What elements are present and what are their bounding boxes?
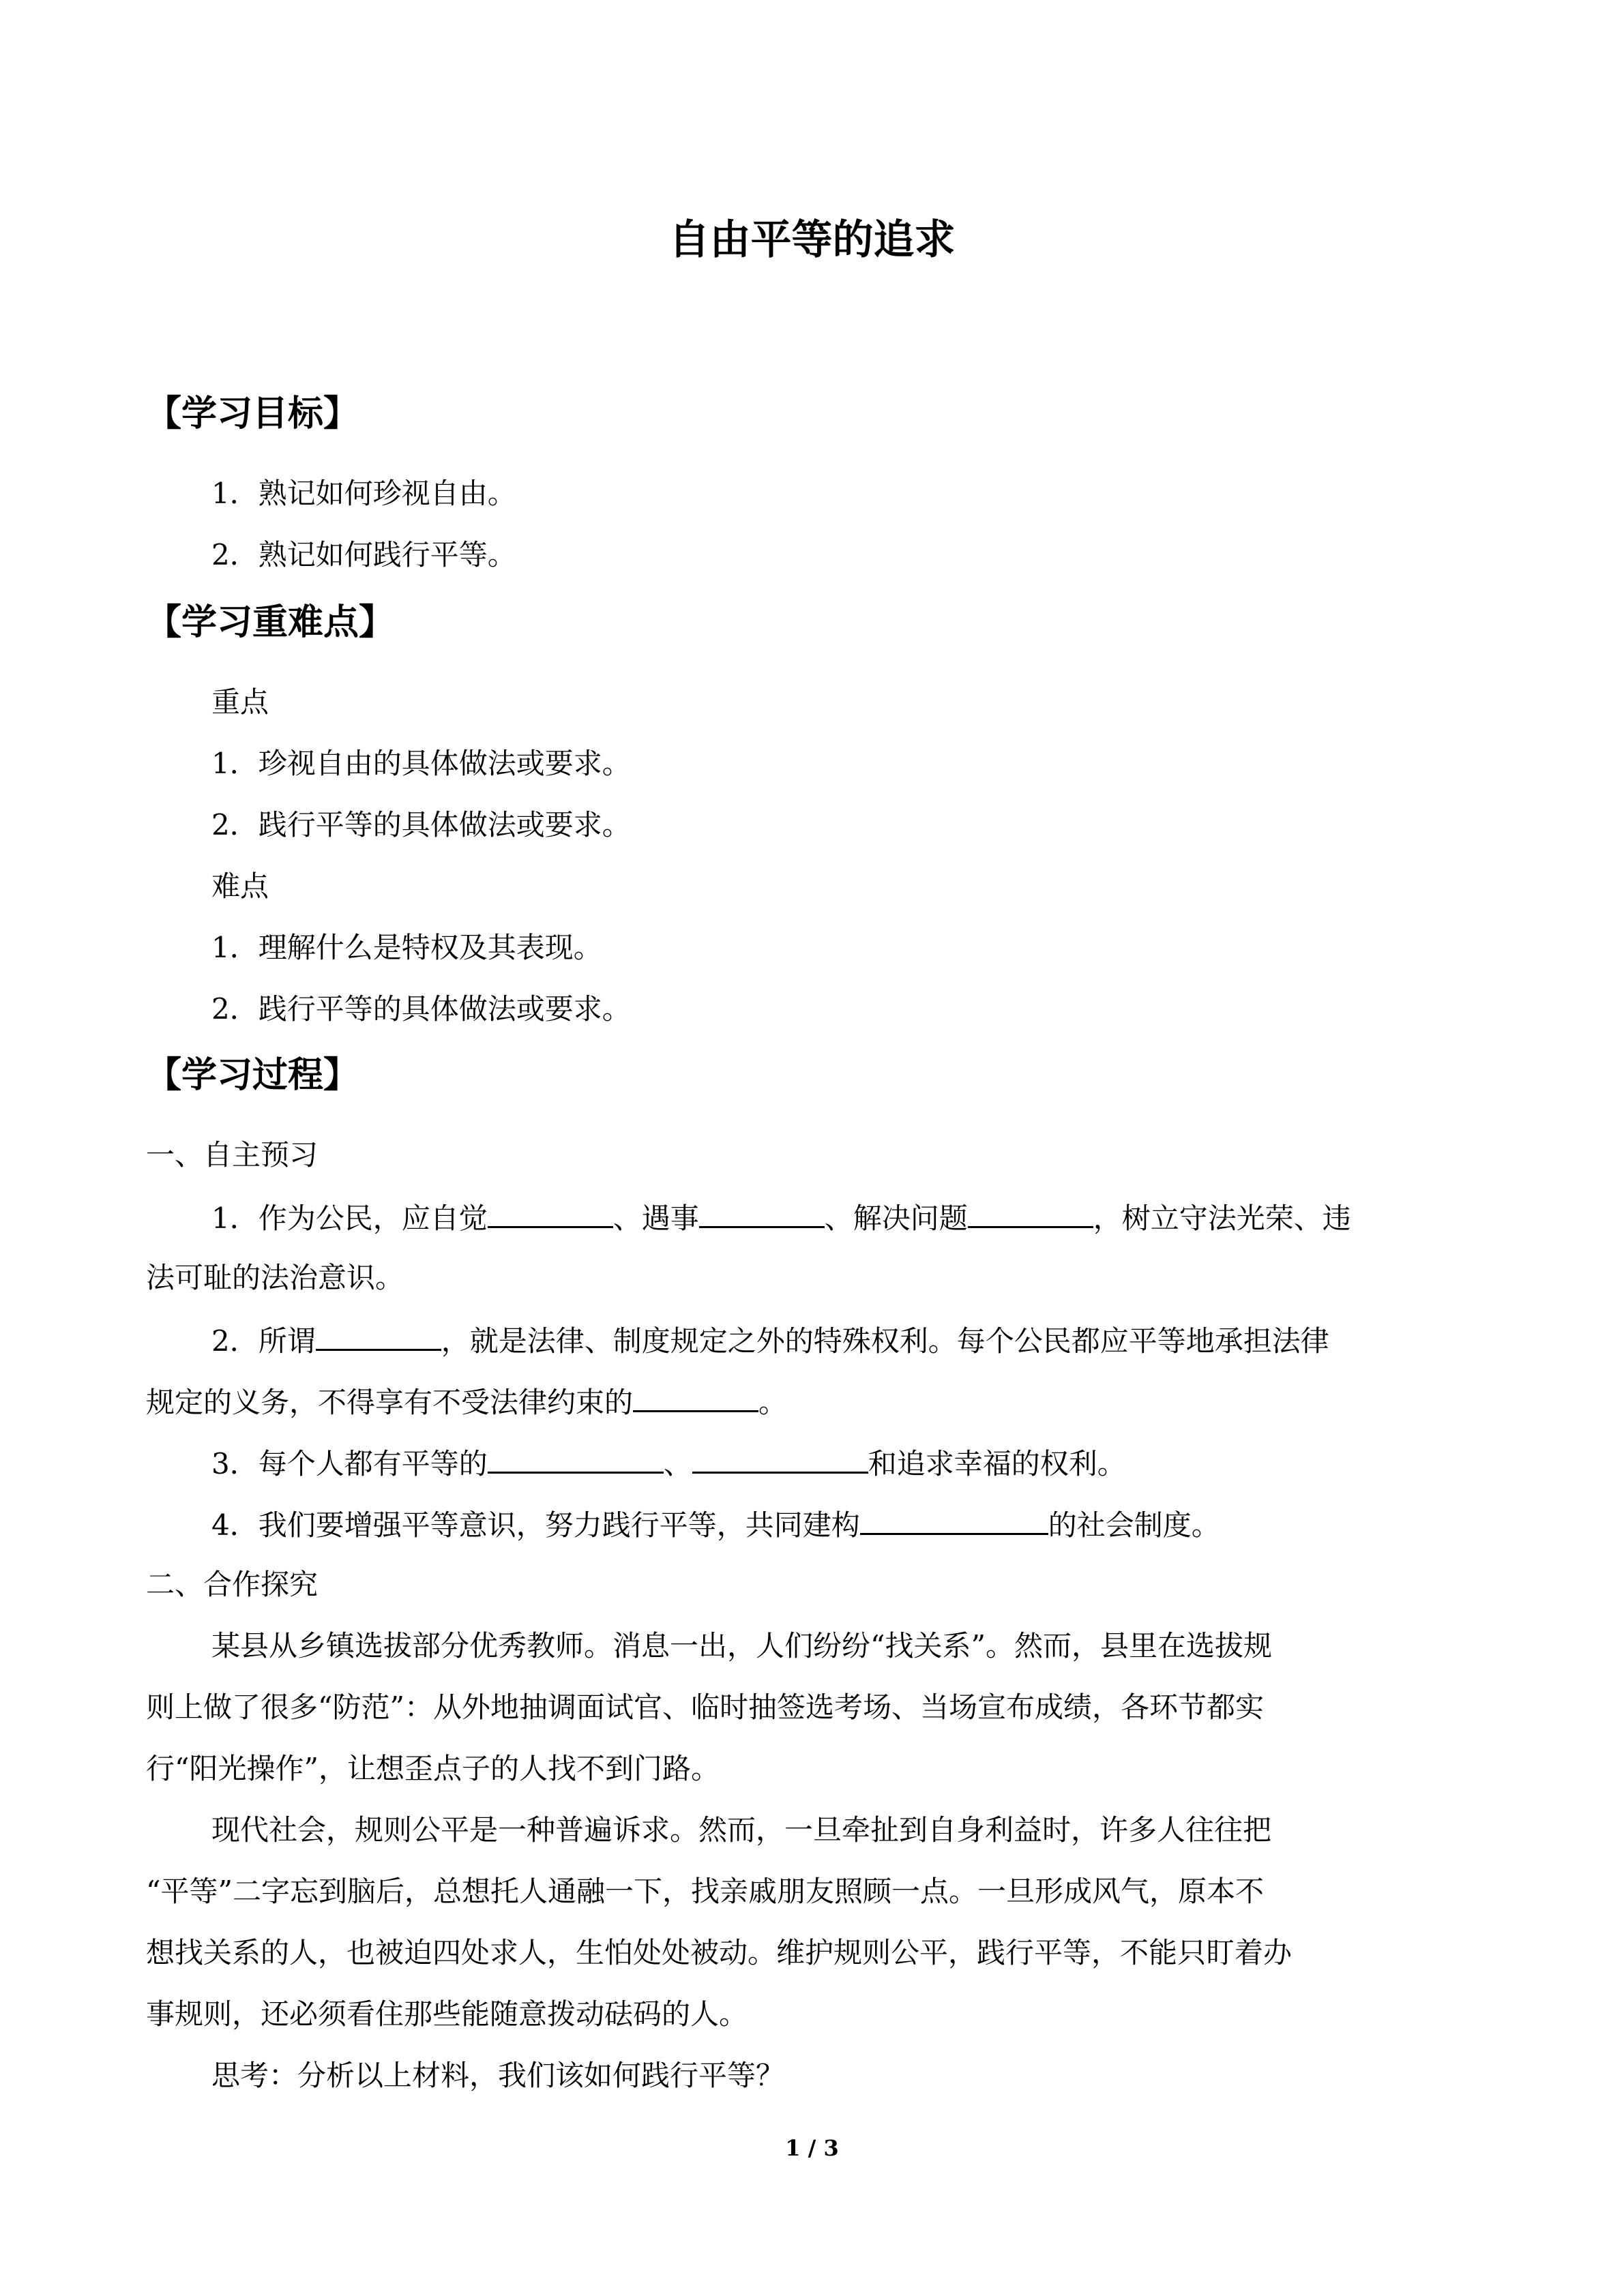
- preview-label: 一、自主预习: [146, 1138, 319, 1172]
- fill-in-blank[interactable]: [699, 1196, 825, 1228]
- objectives-heading: 【学习目标】: [146, 393, 359, 434]
- objective-item: 2．熟记如何践行平等。: [211, 538, 516, 571]
- difficulty-item: 1．理解什么是特权及其表现。: [211, 931, 602, 964]
- question-1-line-1: 1．作为公民，应自觉 、遇事 、解决问题 ，树立守法光荣、违: [211, 1196, 1351, 1239]
- material-line: 事规则，还必须看住那些能随意拨动砝码的人。: [146, 1997, 748, 2031]
- difficulty-label: 难点: [211, 869, 269, 903]
- fill-in-blank[interactable]: [692, 1442, 868, 1474]
- focus-label: 重点: [211, 685, 269, 719]
- difficulty-item: 2．践行平等的具体做法或要求。: [211, 992, 631, 1026]
- fill-in-blank[interactable]: [488, 1196, 613, 1228]
- material-line: 则上做了很多“防范”：从外地抽调面试官、临时抽签选考场、当场宣布成绩，各环节都实: [146, 1690, 1264, 1724]
- question-2-line-2: 规定的义务，不得享有不受法律约束的 。: [146, 1380, 787, 1423]
- cooperation-label: 二、合作探究: [146, 1568, 319, 1601]
- focus-item: 2．践行平等的具体做法或要求。: [211, 808, 631, 841]
- fill-in-blank[interactable]: [316, 1319, 441, 1351]
- material-line: 想找关系的人，也被迫四处求人，生怕处处被动。维护规则公平，践行平等，不能只盯着办: [146, 1936, 1293, 1969]
- question-1-line-2: 法可耻的法治意识。: [146, 1261, 404, 1294]
- process-heading: 【学习过程】: [146, 1055, 359, 1096]
- discussion-question: 思考：分析以上材料，我们该如何践行平等？: [211, 2059, 785, 2092]
- key-points-heading: 【学习重难点】: [146, 602, 395, 643]
- question-3: 3．每个人都有平等的 、 和追求幸福的权利。: [211, 1442, 1126, 1485]
- document-title: 自由平等的追求: [668, 216, 956, 264]
- question-2-line-1: 2．所谓 ，就是法律、制度规定之外的特殊权利。每个公民都应平等地承担法律: [211, 1319, 1329, 1362]
- question-4: 4．我们要增强平等意识，努力践行平等，共同建构 的社会制度。: [211, 1503, 1220, 1546]
- material-line: 现代社会，规则公平是一种普遍诉求。然而，一旦牵扯到自身利益时，许多人往往把: [211, 1813, 1272, 1847]
- fill-in-blank[interactable]: [860, 1503, 1048, 1535]
- focus-item: 1．珍视自由的具体做法或要求。: [211, 747, 631, 780]
- material-line: 行“阳光操作”，让想歪点子的人找不到门路。: [146, 1752, 720, 1785]
- fill-in-blank[interactable]: [968, 1196, 1093, 1228]
- fill-in-blank[interactable]: [488, 1442, 664, 1474]
- fill-in-blank[interactable]: [633, 1380, 758, 1412]
- objective-item: 1．熟记如何珍视自由。: [211, 477, 516, 510]
- page-number: 1 / 3: [785, 2135, 839, 2161]
- material-line: 某县从乡镇选拔部分优秀教师。消息一出，人们纷纷“找关系”。然而，县里在选拔规: [211, 1629, 1272, 1663]
- material-line: “平等”二字忘到脑后，总想托人通融一下，找亲戚朋友照顾一点。一旦形成风气，原本不: [146, 1875, 1264, 1908]
